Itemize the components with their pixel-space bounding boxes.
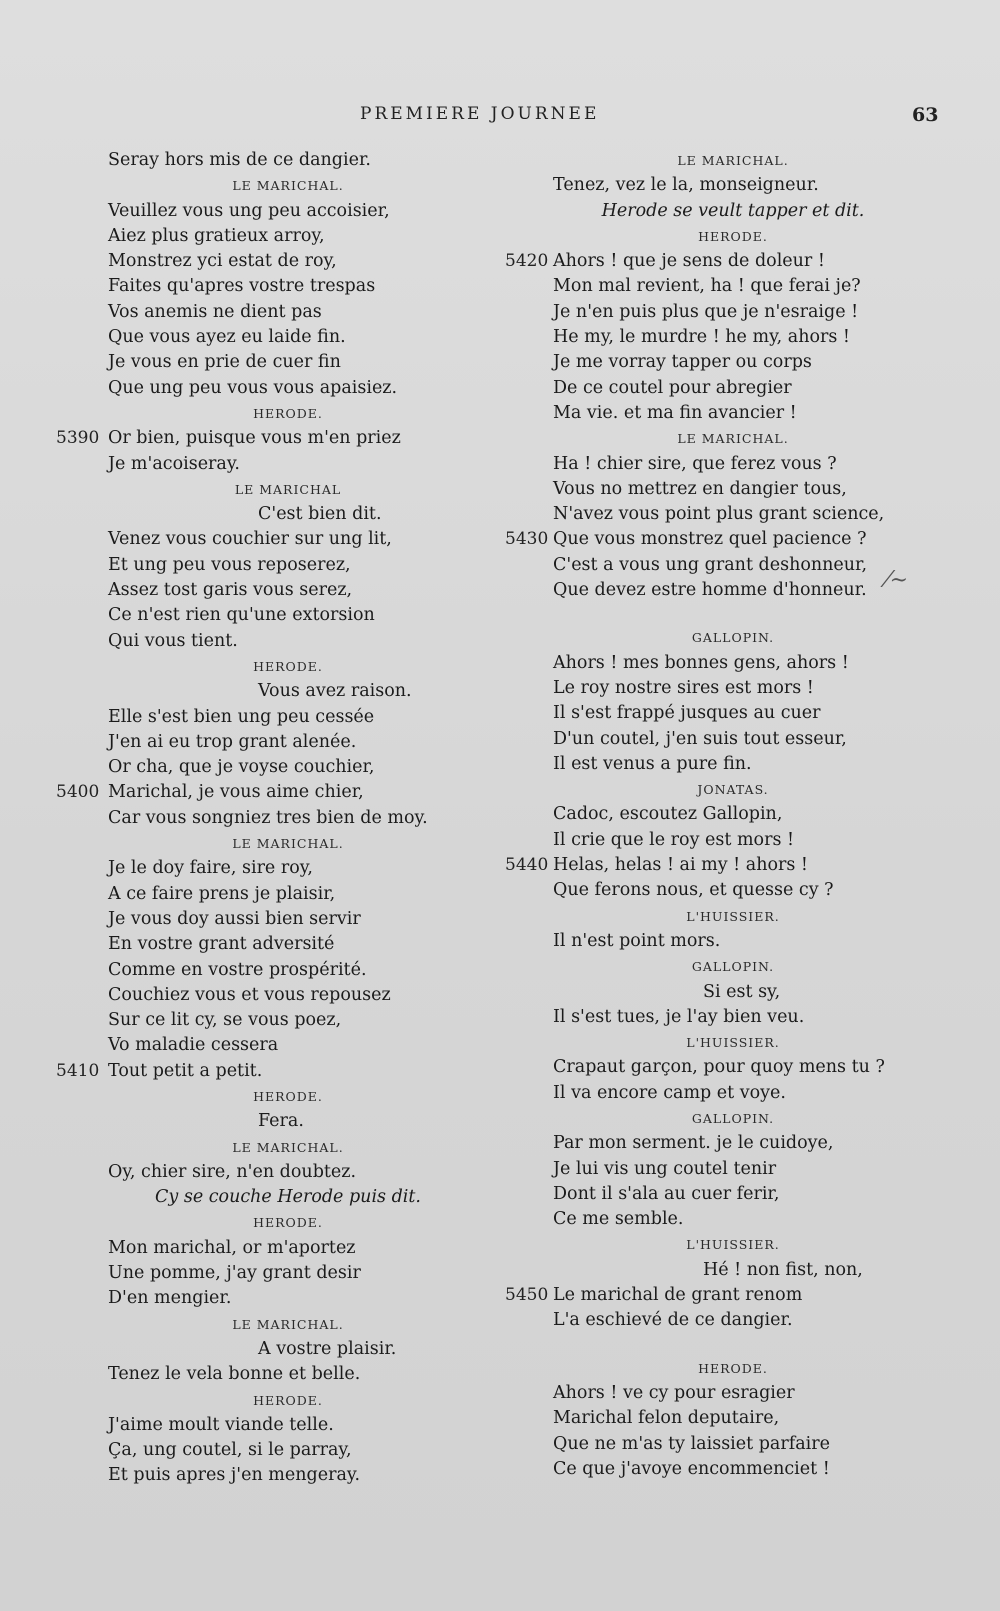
verse-line [108,983,468,1008]
verse-line [108,907,468,932]
stage-direction [108,1185,468,1210]
verse-line [108,1160,468,1185]
verse-line [553,1207,913,1232]
verse-line [553,802,913,827]
verse-line [553,1258,913,1283]
line-text: C'est bien dit. [258,504,382,525]
verse-line [108,730,468,755]
verse-line [108,755,468,780]
line-text: Tenez, vez le la, monseigneur. [553,175,819,196]
line-text: Il s'est frappé jusques au cuer [553,703,821,724]
verse-line [108,527,468,552]
verse-line [553,752,913,777]
line-text: GALLOPIN. [691,959,775,975]
line-text: Comme en vostre prospérité. [108,959,367,980]
line-text: Crapaut garçon, pour quoy mens tu ? [553,1057,885,1078]
line-text: Tenez le vela bonne et belle. [108,1364,361,1385]
line-text: L'HUISSIER. [686,1237,780,1253]
speaker-name [108,1210,468,1235]
stage-direction [553,199,913,224]
verse-line [108,932,468,957]
verse-line [108,679,468,704]
line-text: Ce n'est rien qu'une extorsion [108,605,375,626]
line-text: LE MARICHAL [234,481,342,497]
verse-line [108,1236,468,1261]
verse-line [553,1157,913,1182]
line-text: Ma vie. et ma fin avancier ! [553,402,797,423]
line-text: Que vous ayez eu laide fin. [108,327,346,348]
verse-line [553,1457,913,1482]
line-text: Il va encore camp et voye. [553,1082,786,1103]
line-text: Il crie que le roy est mors ! [553,829,795,850]
verse-line [553,1381,913,1406]
verse-line [108,578,468,603]
line-text: Par mon serment. je le cuidoye, [553,1133,834,1154]
speaker-name [108,477,468,502]
line-text: Monstrez yci estat de roy, [108,251,337,272]
speaker-name [553,426,913,451]
verse-line [56,426,468,451]
verse-line [108,1463,468,1488]
line-text: Car vous songniez tres bien de moy. [108,807,428,828]
line-text: LE MARICHAL. [232,836,344,852]
verse-line [108,452,468,477]
line-text: De ce coutel pour abregier [553,377,792,398]
verse-line [108,1337,468,1362]
verse-line [553,325,913,350]
line-text: LE MARICHAL. [232,1316,344,1332]
verse-line [108,1438,468,1463]
verse-line [553,1182,913,1207]
speaker-name [553,904,913,929]
line-text: HERODE. [253,1392,323,1408]
speaker-name [108,1312,468,1337]
verse-line [108,502,468,527]
pencil-mark-icon: ⁄~ [886,568,909,593]
verse-line [553,929,913,954]
line-text: GALLOPIN. [691,630,775,646]
verse-line [505,527,913,552]
line-text: Je vous doy aussi bien servir [108,908,361,929]
line-text: Si est sy, [703,981,781,1002]
line-text: Que ne m'as ty laissiet parfaire [553,1433,830,1454]
verse-line [553,553,913,578]
verse-line [553,1005,913,1030]
line-text: LE MARICHAL. [232,1139,344,1155]
verse-line [553,651,913,676]
speaker-name [108,401,468,426]
line-text: Ahors ! mes bonnes gens, ahors ! [553,652,849,673]
verse-line [108,148,468,173]
verse-line [505,1283,913,1308]
speaker-name [108,831,468,856]
line-text: Qui vous tient. [108,630,238,651]
line-text: L'a eschievé de ce dangier. [553,1310,793,1331]
line-text: Venez vous couchier sur ung lit, [108,529,392,550]
line-text: J'en ai eu trop grant alenée. [108,731,357,752]
line-text: Cy se couche Herode puis dit. [155,1187,421,1208]
verse-line [108,199,468,224]
line-text: Je m'acoiseray. [108,453,240,474]
line-text: Vo maladie cessera [108,1035,279,1056]
verse-line [56,780,468,805]
line-text: Ça, ung coutel, si le parray, [108,1440,352,1461]
left-column [56,148,468,1489]
line-text: Marichal, je vous aime chier, [108,782,364,803]
verse-line [108,1286,468,1311]
line-text: A ce faire prens je plaisir, [108,883,336,904]
line-text: Hé ! non fist, non, [703,1259,863,1280]
verse-line [108,1109,468,1134]
verse-line [108,705,468,730]
verse-line [108,806,468,831]
line-text: Le marichal de grant renom [553,1285,803,1306]
verse-line [505,853,913,878]
line-text: Le roy nostre sires est mors ! [553,677,814,698]
line-text: D'un coutel, j'en suis tout esseur, [553,728,847,749]
line-text: HERODE. [698,1360,768,1376]
line-text: A vostre plaisir. [258,1338,397,1359]
verse-line [553,980,913,1005]
line-text: Que vous monstrez quel pacience ? [553,529,867,550]
verse-line [108,300,468,325]
verse-line [108,1261,468,1286]
verse-line [108,1413,468,1438]
line-text: C'est a vous ung grant deshonneur, [553,554,868,575]
speaker-name [553,954,913,979]
line-text: Ahors ! ve cy pour esragier [553,1382,795,1403]
verse-line [553,173,913,198]
verse-line [108,1033,468,1058]
line-text: L'HUISSIER. [686,1035,780,1051]
line-text: N'avez vous point plus grant science, [553,504,885,525]
running-head: PREMIERE JOURNEE [360,104,600,124]
line-text: Fera. [258,1111,304,1132]
line-text: Je le doy faire, sire roy, [108,858,313,879]
verse-line [553,1081,913,1106]
verse-line [553,502,913,527]
verse-line [553,300,913,325]
speaker-name [108,1388,468,1413]
verse-line [108,856,468,881]
line-text: Vous no mettrez en dangier tous, [553,478,847,499]
verse-line [553,676,913,701]
line-text: Je vous en prie de cuer fin [108,352,341,373]
line-number: 5420 [505,251,549,272]
line-text: HERODE. [253,1088,323,1104]
line-text: LE MARICHAL. [677,431,789,447]
speaker-name [553,1030,913,1055]
verse-line [108,882,468,907]
line-number: 5410 [56,1060,100,1081]
line-text: Helas, helas ! ai my ! ahors ! [553,855,808,876]
verse-line [108,603,468,628]
speaker-name [553,1356,913,1381]
verse-line [56,1059,468,1084]
line-text: Vos anemis ne dient pas [108,301,322,322]
line-text: Assez tost garis vous serez, [108,580,353,601]
line-text: Il n'est point mors. [553,930,721,951]
line-number: 5430 [505,529,549,550]
speaker-name [553,777,913,802]
line-text: Une pomme, j'ay grant desir [108,1263,361,1284]
line-text: Aiez plus gratieux arroy, [108,225,325,246]
line-text: Je n'en puis plus que je n'esraige ! [553,301,859,322]
line-text: Marichal felon deputaire, [553,1408,780,1429]
line-number: 5450 [505,1285,549,1306]
line-text: Et puis apres j'en mengeray. [108,1465,361,1486]
line-text: GALLOPIN. [691,1110,775,1126]
line-text: Ce que j'avoye encommenciet ! [553,1458,830,1479]
line-text: Or cha, que je voyse couchier, [108,757,375,778]
line-text: He my, le murdre ! he my, ahors ! [553,327,850,348]
verse-line [553,1055,913,1080]
line-text: Elle s'est bien ung peu cessée [108,706,375,727]
verse-line [553,477,913,502]
line-text: LE MARICHAL. [677,153,789,168]
blank-line [553,1334,913,1356]
verse-line [108,274,468,299]
verse-line [553,828,913,853]
line-text: LE MARICHAL. [232,178,344,194]
right-column [505,148,913,1482]
speaker-name [553,224,913,249]
line-text: Ce me semble. [553,1209,684,1230]
verse-line [553,401,913,426]
verse-line [108,958,468,983]
line-text: Que devez estre homme d'honneur. [553,580,867,601]
line-text: Oy, chier sire, n'en doubtez. [108,1161,357,1182]
line-text: HERODE. [698,228,768,244]
line-number: 5390 [56,428,100,449]
line-text: J'aime moult viande telle. [108,1414,334,1435]
line-text: Ha ! chier sire, que ferez vous ? [553,453,837,474]
verse-line [108,224,468,249]
line-text: Tout petit a petit. [108,1060,263,1081]
verse-line [553,727,913,752]
line-text: Dont il s'ala au cuer ferir, [553,1183,780,1204]
blank-line [553,603,913,625]
speaker-name [108,654,468,679]
line-text: Que ung peu vous vous apaisiez. [108,377,398,398]
verse-line [553,350,913,375]
verse-line [108,249,468,274]
speaker-name [108,173,468,198]
line-text: Seray hors mis de ce dangier. [108,150,371,170]
verse-line [108,376,468,401]
speaker-name [553,625,913,650]
line-text: Couchiez vous et vous repousez [108,984,391,1005]
line-text: HERODE. [253,405,323,421]
verse-line [108,350,468,375]
verse-line [108,1362,468,1387]
verse-line [553,376,913,401]
line-text: Herode se veult tapper et dit. [601,200,865,221]
line-text: L'HUISSIER. [686,908,780,924]
verse-line [108,325,468,350]
line-text: Mon mal revient, ha ! que ferai je? [553,276,861,297]
verse-line [108,629,468,654]
verse-line [553,1406,913,1431]
line-number: 5400 [56,782,100,803]
speaker-name [553,1106,913,1131]
line-text: Vous avez raison. [258,681,412,702]
line-text: Je me vorray tapper ou corps [553,352,812,373]
verse-line [553,1432,913,1457]
line-text: En vostre grant adversité [108,934,335,955]
line-text: D'en mengier. [108,1288,232,1309]
line-text: Je lui vis ung coutel tenir [553,1158,777,1179]
speaker-name [108,1084,468,1109]
line-text: Que ferons nous, et quesse cy ? [553,880,834,901]
line-text: HERODE. [253,1215,323,1231]
speaker-name [553,148,913,173]
line-text: Il est venus a pure fin. [553,753,752,774]
line-text: Cadoc, escoutez Gallopin, [553,804,783,825]
verse-line [553,701,913,726]
verse-line [553,1131,913,1156]
line-text: Or bien, puisque vous m'en priez [108,428,401,449]
line-text: Ahors ! que je sens de doleur ! [553,251,825,272]
verse-line [553,878,913,903]
page-number: 63 [912,104,939,126]
verse-line [553,452,913,477]
line-text: Veuillez vous ung peu accoisier, [108,200,390,221]
line-text: Mon marichal, or m'aportez [108,1237,356,1258]
line-text: Faites qu'apres vostre trespas [108,276,376,297]
line-text: HERODE. [253,658,323,674]
verse-line [553,1308,913,1333]
line-text: JONATAS. [697,782,769,798]
line-number: 5440 [505,855,549,876]
line-text: Il s'est tues, je l'ay bien veu. [553,1006,805,1027]
speaker-name [108,1135,468,1160]
line-text: Sur ce lit cy, se vous poez, [108,1010,342,1031]
verse-line [108,553,468,578]
line-text: Et ung peu vous reposerez, [108,554,351,575]
speaker-name [553,1232,913,1257]
verse-line [505,249,913,274]
verse-line [553,578,913,603]
verse-line [108,1008,468,1033]
verse-line [553,274,913,299]
